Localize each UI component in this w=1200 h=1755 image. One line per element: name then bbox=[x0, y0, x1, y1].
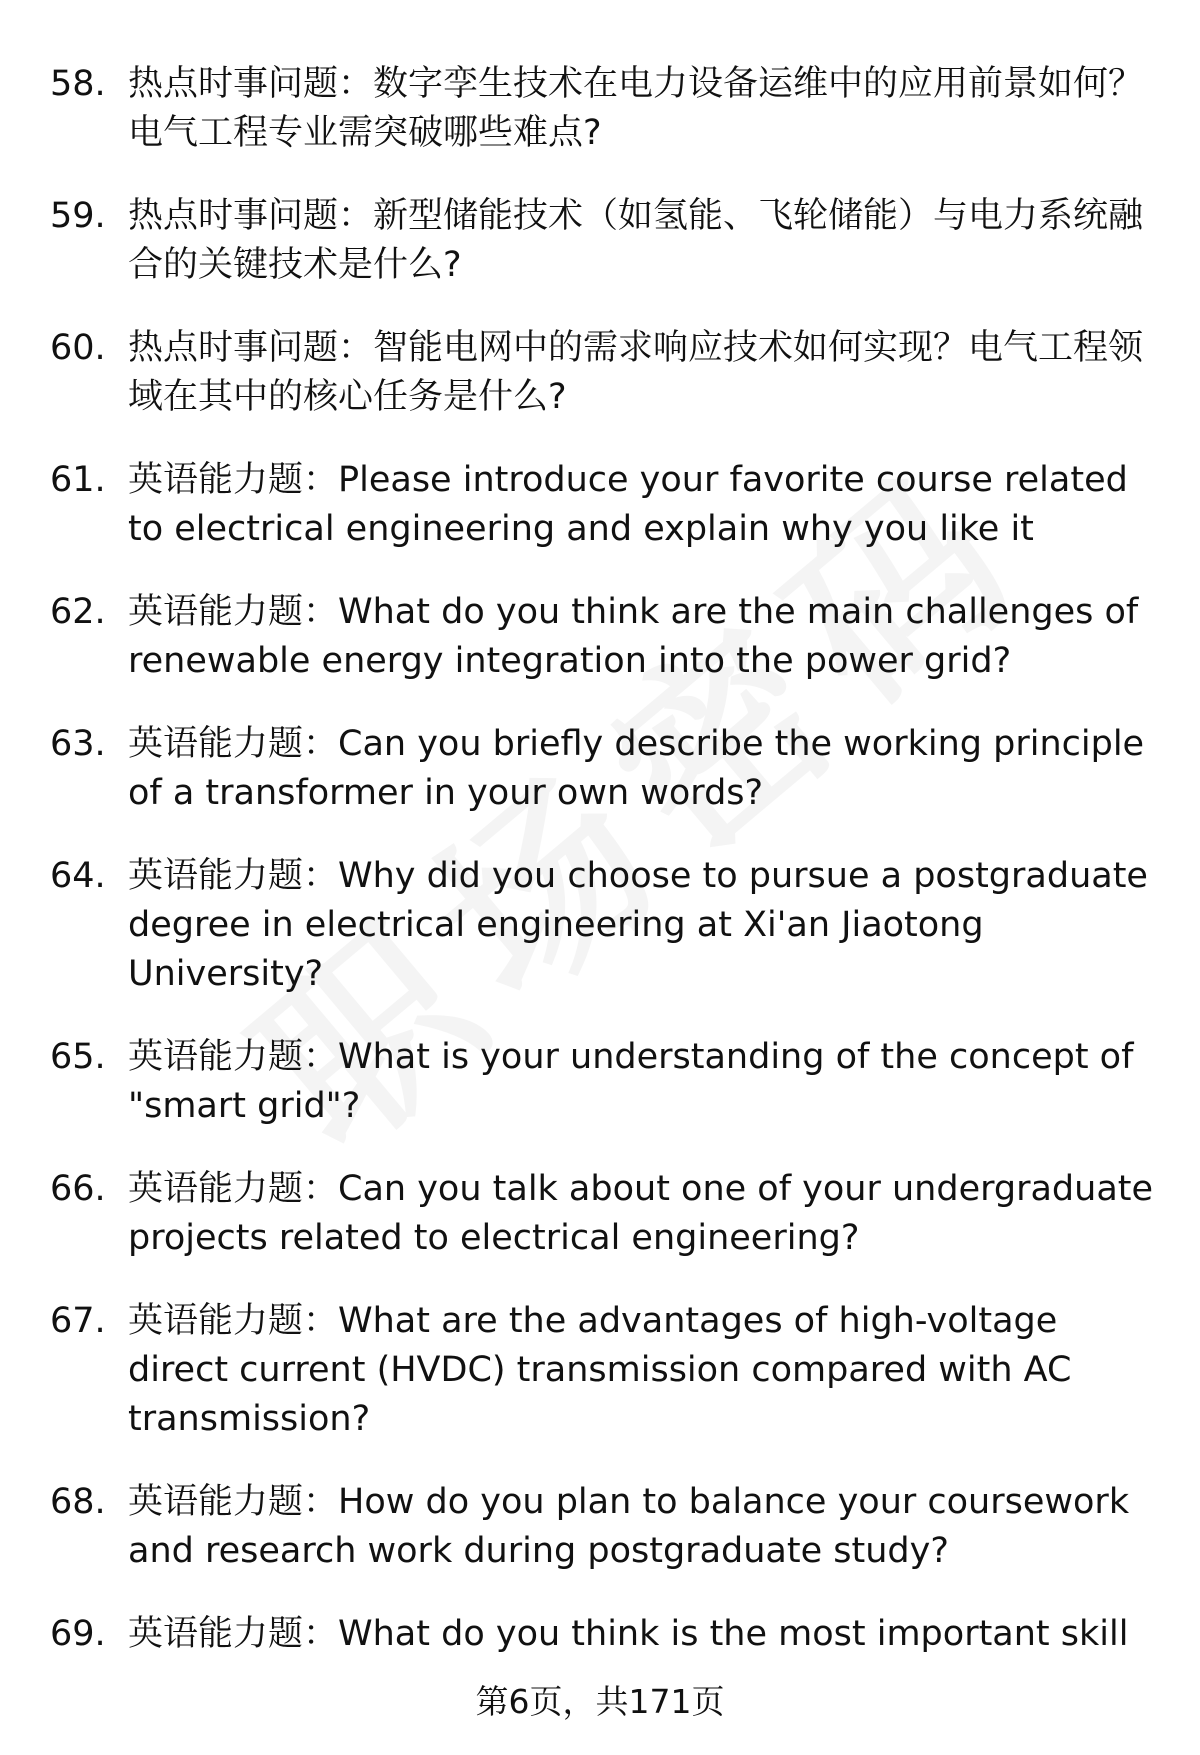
question-text: Please introduce your favorite course related to electrical engineering and explain why you like it bbox=[128, 460, 1128, 549]
question-text: What do you think is the most important skill bbox=[338, 1614, 1129, 1654]
question-item bbox=[50, 588, 1160, 686]
question-text: 新型储能技术（如氢能、飞轮储能）与电力系统融合的关键技术是什么? bbox=[128, 196, 1144, 285]
question-category: 英语能力题： bbox=[128, 1169, 339, 1209]
question-number: 66. bbox=[50, 1169, 106, 1209]
question-category: 热点时事问题： bbox=[128, 64, 374, 104]
question-category: 英语能力题： bbox=[128, 1482, 339, 1522]
question-category: 英语能力题： bbox=[128, 724, 339, 764]
question-number: 60. bbox=[50, 328, 106, 368]
question-category: 热点时事问题： bbox=[128, 328, 374, 368]
question-item bbox=[50, 456, 1160, 554]
question-category: 英语能力题： bbox=[128, 1037, 339, 1077]
question-item bbox=[50, 1478, 1160, 1576]
question-item bbox=[50, 720, 1160, 818]
question-item bbox=[50, 192, 1160, 290]
question-number: 59. bbox=[50, 196, 106, 236]
question-text: 数字孪生技术在电力设备运维中的应用前景如何？电气工程专业需突破哪些难点? bbox=[128, 64, 1144, 153]
question-text: How do you plan to balance your coursework and research work during postgraduate study? bbox=[128, 1482, 1130, 1571]
question-text: 智能电网中的需求响应技术如何实现？电气工程领域在其中的核心任务是什么? bbox=[128, 328, 1144, 417]
question-item bbox=[50, 1165, 1160, 1263]
question-number: 63. bbox=[50, 724, 106, 764]
question-category: 英语能力题： bbox=[128, 856, 339, 896]
question-text: Can you talk about one of your undergraduate projects related to electrical engineering? bbox=[128, 1169, 1154, 1258]
question-text: What do you think are the main challenges of renewable energy integration into the power grid? bbox=[128, 592, 1139, 681]
question-category: 英语能力题： bbox=[128, 592, 339, 632]
question-item bbox=[50, 852, 1160, 999]
question-number: 68. bbox=[50, 1482, 106, 1522]
question-text: What are the advantages of high-voltage direct current (HVDC) transmission compared with AC transmission? bbox=[128, 1301, 1072, 1439]
question-text: Can you briefly describe the working principle of a transformer in your own words? bbox=[128, 724, 1145, 813]
question-number: 65. bbox=[50, 1037, 106, 1077]
question-text: Why did you choose to pursue a postgraduate degree in electrical engineering at Xi'an Jiaotong University? bbox=[128, 856, 1148, 994]
question-list bbox=[50, 60, 1160, 1693]
question-item bbox=[50, 1297, 1160, 1444]
question-category: 热点时事问题： bbox=[128, 196, 374, 236]
question-item bbox=[50, 1610, 1160, 1659]
question-number: 61. bbox=[50, 460, 106, 500]
page-number-label: 第6页，共171页 bbox=[475, 1682, 725, 1721]
page-footer bbox=[0, 1676, 1200, 1723]
question-item bbox=[50, 60, 1160, 158]
question-item bbox=[50, 1033, 1160, 1131]
question-number: 67. bbox=[50, 1301, 106, 1341]
question-number: 62. bbox=[50, 592, 106, 632]
question-number: 58. bbox=[50, 64, 106, 104]
question-text: What is your understanding of the concept of "smart grid"? bbox=[128, 1037, 1134, 1126]
question-number: 69. bbox=[50, 1614, 106, 1654]
question-category: 英语能力题： bbox=[128, 460, 339, 500]
question-category: 英语能力题： bbox=[128, 1614, 339, 1654]
question-category: 英语能力题： bbox=[128, 1301, 339, 1341]
question-item bbox=[50, 324, 1160, 422]
question-number: 64. bbox=[50, 856, 106, 896]
